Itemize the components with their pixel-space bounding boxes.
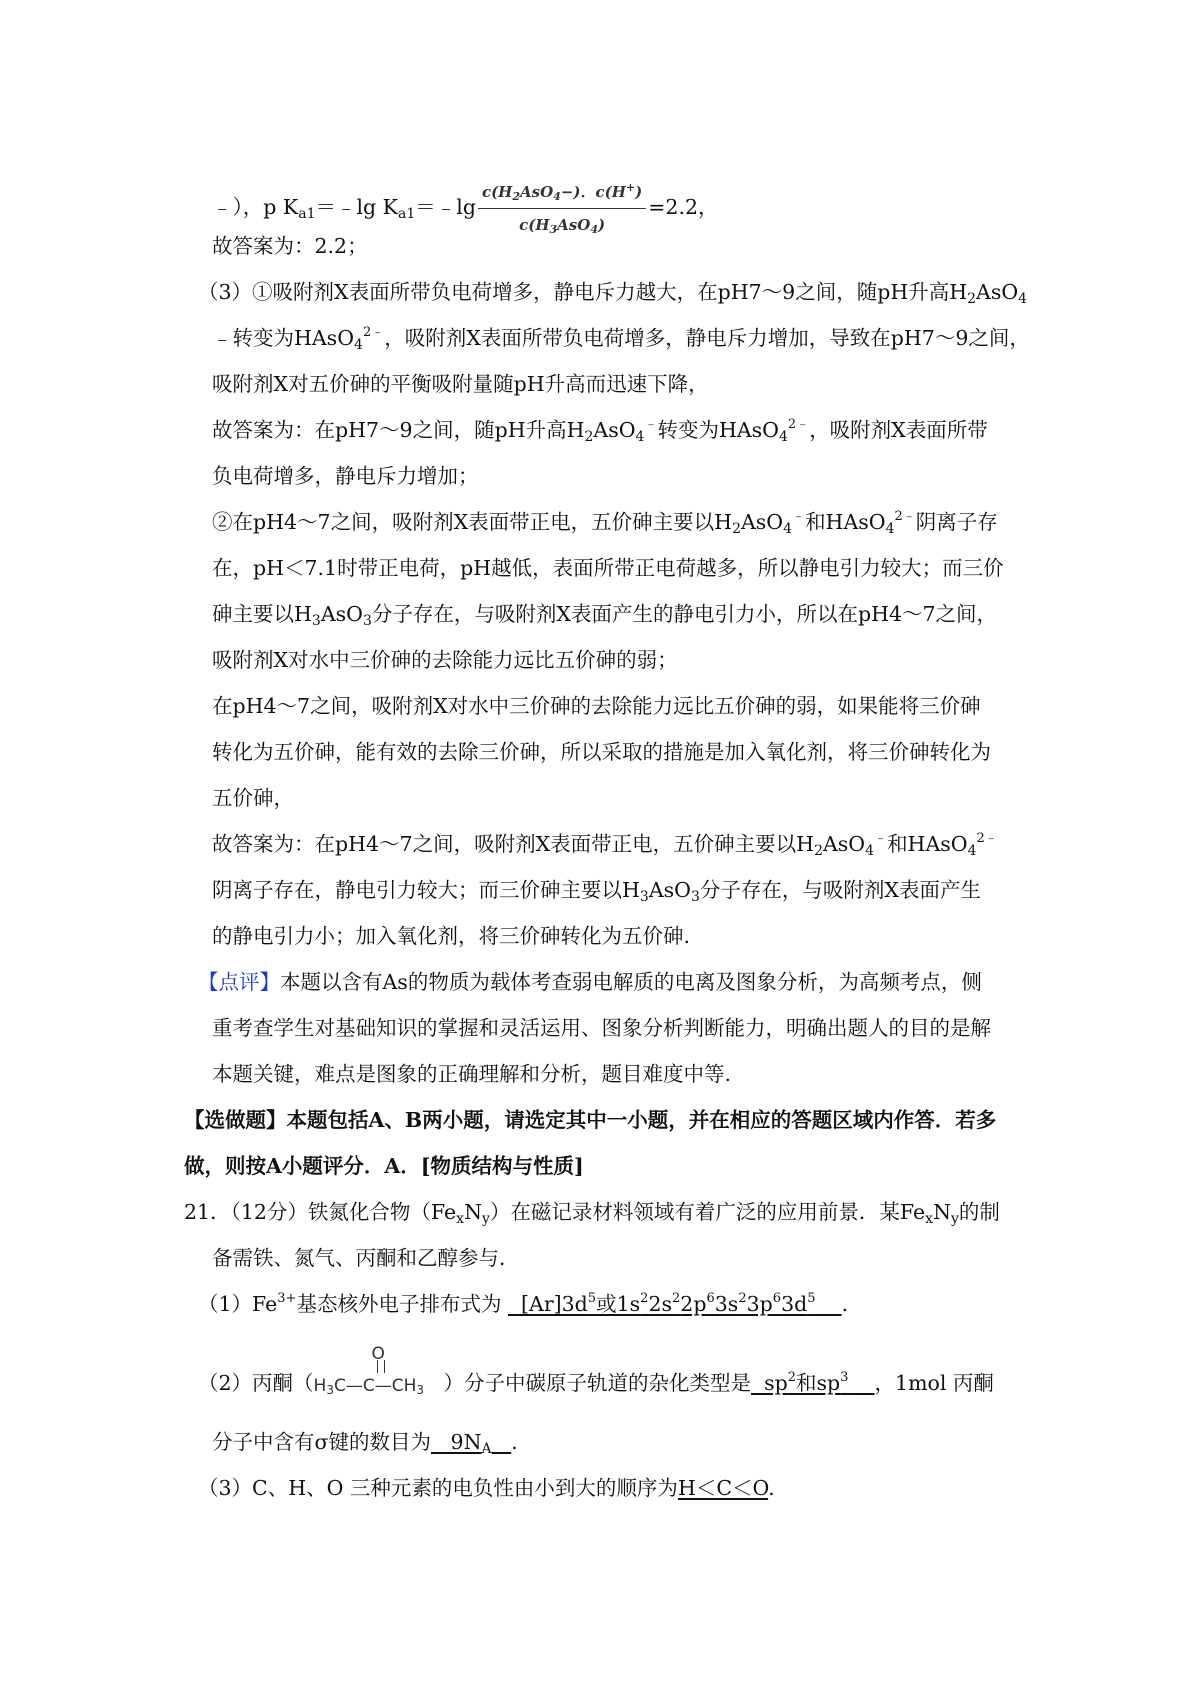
fraction-denominator: $c(H_3AsO_4)$	[519, 216, 606, 236]
sub-question-3: （3）C、H、O 三种元素的电负性由小到大的顺序为H＜C＜O.	[198, 1476, 775, 1500]
paragraph-line: 转化为五价砷，能有效的去除三价砷，所以采取的措施是加入氧化剂，将三价砷转化为	[212, 740, 991, 764]
paragraph-line: 吸附剂X对水中三价砷的去除能力远比五价砷的弱；	[212, 648, 678, 672]
paragraph-line: 在，pH＜7.1时带正电荷，pH越低，表面所带正电荷越多，所以静电引力较大；而三价	[212, 556, 1004, 580]
section-heading: 做，则按A小题评分．A．[物质结构与性质]	[184, 1154, 584, 1178]
question-stem: 21．（12分）铁氮化合物$(Fe_xN_y)$在磁记录材料领域有着广泛的应用前景．某$Fe_xN_y$的制	[184, 1200, 1000, 1227]
paragraph-line: ②在pH4～7之间，吸附剂X表面带正电，五价砷主要以$H_2AsO_4^﹣$和HAsO$_4^{2﹣}$阴离子存	[212, 509, 998, 537]
paragraph-line: 重考查学生对基础知识的掌握和灵活运用、图象分析判断能力，明确出题人的目的是解	[212, 1016, 991, 1040]
paragraph-line: 砷主要以$H_3AsO_3$分子存在，与吸附剂X表面产生的静电引力小，所以在pH4～7之间，	[212, 602, 998, 629]
fraction-numerator: $c(H_2AsO_4-)$．c(H+)	[478, 178, 646, 209]
paragraph-line: 阴离子存在，静电引力较大；而三价砷主要以$H_3AsO_3$分子存在，与吸附剂X表面产生	[212, 878, 981, 905]
sub-question-2: （2）丙酮（ O $H_3C—C—CH_3$ ）分子中碳原子轨道的杂化类型是 $sp^2$和$sp^3$ ，1mol 丙酮	[198, 1340, 994, 1404]
paragraph-line: 本题关键，难点是图象的正确理解和分析，题目难度中等.	[212, 1062, 732, 1086]
section-heading: 【选做题】本题包括A、B两小题，请选定其中一小题，并在相应的答题区域内作答．若多	[184, 1108, 997, 1132]
review-line: 【点评】本题以含有As的物质为载体考查弱电解质的电离及图象分析，为高频考点，侧	[198, 970, 982, 994]
answer-line: 故答案为：在pH7～9之间，随pH升高$H_2AsO_4^﹣$转变为HAsO$_4^{2﹣}$，吸附剂X表面所带	[212, 417, 988, 445]
question-stem: 备需铁、氮气、丙酮和乙醇参与．	[212, 1246, 520, 1270]
pka-fraction	[478, 178, 646, 239]
paragraph-line: 在pH4～7之间，吸附剂X对水中三价砷的去除能力远比五价砷的弱，如果能将三价砷	[212, 694, 981, 718]
answer-sigma-bonds: $9N_A$	[431, 1430, 492, 1457]
review-tag: 【点评】	[198, 970, 280, 994]
sub-question-2-cont: 分子中含有σ键的数目为 $9N_A$ .	[212, 1430, 518, 1457]
acetone-structure: O $H_3C—C—CH_3$	[313, 1344, 425, 1397]
paragraph-line: （3）①吸附剂X表面所带负电荷增多，静电斥力越大，在pH7～9之间，随pH升高$H_2AsO_4$	[198, 280, 1028, 307]
pka-formula-line: ﹣），p $K_{a1}=﹣\lg$ $K_{a1}=﹣\lg$ $\frac{c(H_2AsO_4-).c(H^+)}{c(H_3AsO_4)}$ =2.2，	[212, 178, 719, 239]
paragraph-line: 负电荷增多，静电斥力增加；	[212, 464, 479, 488]
paragraph-line: ﹣转变为HAsO$_4^{2﹣}$，吸附剂X表面所带负电荷增多，静电斥力增加，导致在pH7～9之间，	[212, 325, 1030, 353]
answer-electron-config: $[Ar]3d^5$或$1s^22s^22p^63s^23p^63d^5$	[507, 1291, 816, 1316]
answer-line: 故答案为：在pH4～7之间，吸附剂X表面带正电，五价砷主要以$H_2AsO_4^﹣$和HAsO$_4^{2﹣}$	[212, 831, 998, 859]
sub-question-1: $(1)Fe^{3+}$基态核外电子排布式为 $[Ar]3d^5$或$1s^22s^22p^63s^23p^63d^5$ .	[198, 1291, 849, 1316]
paragraph-line: 吸附剂X对五价砷的平衡吸附量随pH升高而迅速下降，	[212, 372, 709, 396]
answer-electronegativity: H＜C＜O	[677, 1476, 769, 1500]
paragraph-line: 的静电引力小；加入氧化剂，将三价砷转化为五价砷.	[212, 924, 691, 948]
answer-hybridization: $sp^2$和$sp^3$	[751, 1370, 849, 1395]
paragraph-line: 五价砷，	[212, 786, 294, 810]
answer-line: 故答案为：2.2；	[212, 234, 368, 258]
